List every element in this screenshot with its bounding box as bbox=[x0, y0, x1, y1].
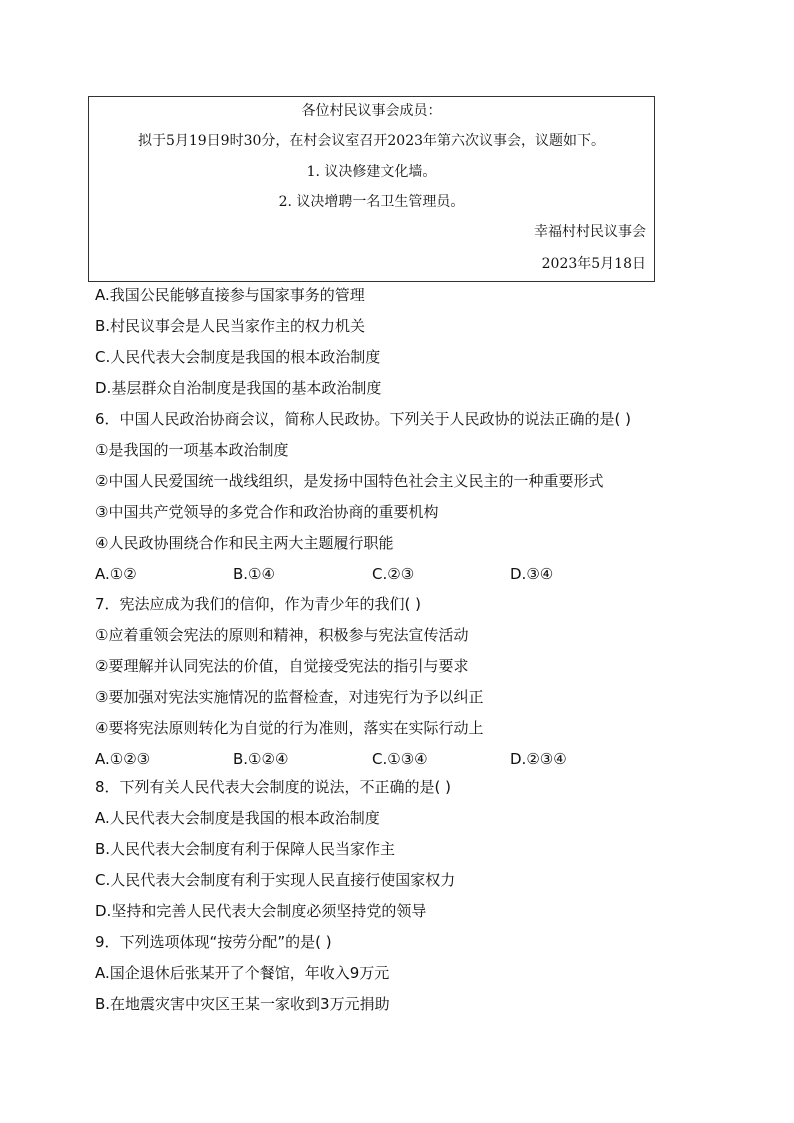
q6-statement-2: ②中国人民爱国统一战线组织，是发扬中国特色社会主义民主的一种重要形式 bbox=[95, 472, 604, 490]
q7-statement-4: ④要将宪法原则转化为自觉的行为准则，落实在实际行动上 bbox=[95, 719, 484, 737]
q8-option-b: B.人民代表大会制度有利于保障人民当家作主 bbox=[95, 840, 396, 858]
q7-choices bbox=[95, 749, 655, 769]
q6-statement-4: ④人民政协围绕合作和民主两大主题履行职能 bbox=[95, 534, 394, 552]
q6-choice-a: A.①② bbox=[95, 565, 137, 583]
q7-stem: 7．宪法应成为我们的信仰，作为青少年的我们( ) bbox=[95, 595, 422, 613]
q5-option-a: A.我国公民能够直接参与国家事务的管理 bbox=[95, 286, 365, 304]
q5-option-b: B.村民议事会是人民当家作主的权力机关 bbox=[95, 317, 366, 335]
q5-option-d: D.基层群众自治制度是我国的基本政治制度 bbox=[95, 379, 382, 397]
notice-greeting: 各位村民议事会成员： bbox=[301, 103, 442, 119]
q7-statement-1: ①应着重领会宪法的原则和精神，积极参与宪法宣传活动 bbox=[95, 626, 469, 644]
q7-statement-3: ③要加强对宪法实施情况的监督检查，对违宪行为予以纠正 bbox=[95, 688, 484, 706]
q7-choice-b: B.①②④ bbox=[233, 750, 289, 768]
notice-item-1: 1. 议决修建文化墙。 bbox=[306, 164, 437, 180]
notice-body: 拟于5月19日9时30分，在村会议室召开2023年第六次议事会，议题如下。 bbox=[137, 133, 606, 149]
q6-stem: 6．中国人民政治协商会议，简称人民政协。下列关于人民政协的说法正确的是( ) bbox=[95, 410, 632, 428]
q7-choice-a: A.①②③ bbox=[95, 750, 151, 768]
q7-statement-2: ②要理解并认同宪法的价值，自觉接受宪法的指引与要求 bbox=[95, 657, 469, 675]
q9-option-b: B.在地震灾害中灾区王某一家收到3万元捐助 bbox=[95, 995, 390, 1013]
meeting-notice-box bbox=[88, 96, 655, 282]
q6-choices bbox=[95, 564, 655, 584]
q8-stem: 8．下列有关人民代表大会制度的说法，不正确的是( ) bbox=[95, 778, 452, 796]
notice-signature: 幸福村村民议事会 bbox=[534, 224, 646, 240]
q8-option-c: C.人民代表大会制度有利于实现人民直接行使国家权力 bbox=[95, 871, 456, 889]
q6-choice-d: D.③④ bbox=[510, 565, 554, 583]
notice-date: 2023年5月18日 bbox=[541, 256, 646, 272]
q9-option-a: A.国企退休后张某开了个餐馆，年收入9万元 bbox=[95, 964, 390, 982]
q6-statement-1: ①是我国的一项基本政治制度 bbox=[95, 441, 289, 459]
q8-option-a: A.人民代表大会制度是我国的根本政治制度 bbox=[95, 809, 380, 827]
q9-stem: 9．下列选项体现“按劳分配”的是( ) bbox=[95, 933, 332, 951]
q6-choice-c: C.②③ bbox=[372, 565, 415, 583]
q8-option-d: D.坚持和完善人民代表大会制度必须坚持党的领导 bbox=[95, 902, 427, 920]
q6-statement-3: ③中国共产党领导的多党合作和政治协商的重要机构 bbox=[95, 503, 439, 521]
q7-choice-d: D.②③④ bbox=[510, 750, 567, 768]
q5-option-c: C.人民代表大会制度是我国的根本政治制度 bbox=[95, 348, 381, 366]
q6-choice-b: B.①④ bbox=[233, 565, 275, 583]
notice-item-2: 2. 议决增聘一名卫生管理员。 bbox=[278, 194, 465, 210]
q7-choice-c: C.①③④ bbox=[372, 750, 428, 768]
